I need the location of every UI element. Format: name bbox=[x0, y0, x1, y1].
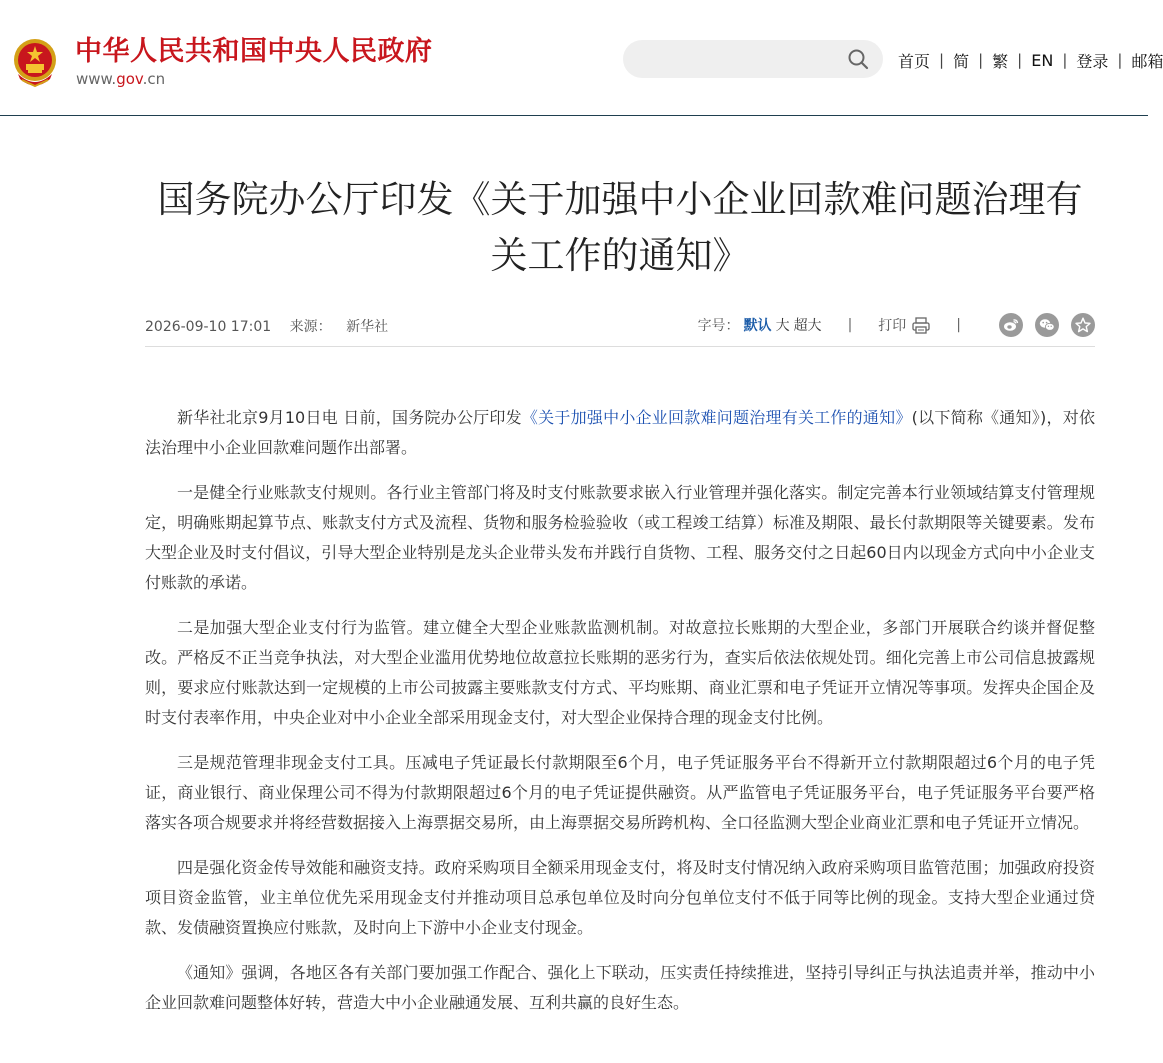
printer-icon bbox=[912, 317, 930, 334]
paragraph: 二是加强大型企业支付行为监管。建立健全大型企业账款监测机制。对故意拉长账期的大型企业，多部门开展联合约谈并督促整改。严格反不正当竞争执法，对大型企业滥用优势地位故意拉长账期的恶劣行为，查实后依法依规处罚。细化完善上市公司信息披露规则，要求应付账款达到一定规模的上市公司披露主要账款支付方式、平均账期、商业汇票和电子凭证开立情况等事项。发挥央企国企及时支付表率作用，中央企业对中小企业全部采用现金支付，对大型企业保持合理的现金支付比例。 bbox=[145, 618, 1095, 727]
print-label: 打印 bbox=[878, 318, 907, 334]
article-tools bbox=[698, 310, 1095, 340]
nav-mail[interactable]: 邮箱 bbox=[1131, 51, 1163, 71]
favorite-icon[interactable] bbox=[1071, 313, 1095, 337]
search-box bbox=[623, 40, 883, 78]
tools-separator: | bbox=[847, 317, 853, 333]
font-size-large[interactable]: 大 bbox=[775, 318, 790, 334]
paragraph-intro bbox=[145, 403, 1095, 463]
wechat-icon[interactable] bbox=[1035, 313, 1059, 337]
paragraph: 《通知》强调，各地区各有关部门要加强工作配合、强化上下联动，压实责任持续推进，坚持引导纠正与执法追责并举，推动中小企业回款难问题整体好转，营造大中小企业融通发展、互利共赢的良好生态。 bbox=[145, 963, 1095, 1012]
nav-english[interactable]: EN bbox=[1031, 50, 1054, 70]
weibo-icon[interactable] bbox=[999, 313, 1023, 337]
nav-login[interactable]: 登录 bbox=[1076, 51, 1109, 71]
site-url[interactable] bbox=[76, 70, 165, 88]
search-icon[interactable] bbox=[847, 48, 869, 70]
nav-simplified[interactable]: 简 bbox=[953, 51, 970, 71]
print-button[interactable] bbox=[878, 315, 930, 335]
publish-datetime: 2026-09-10 17:01 bbox=[145, 319, 272, 335]
source-name: 新华社 bbox=[346, 319, 389, 335]
font-size-default[interactable]: 默认 bbox=[743, 318, 772, 334]
source-label: 来源： bbox=[289, 319, 332, 335]
paragraph-intro-tail: (以下简称《通知》)，对依法治理中小企业回款难问题作出部署。 bbox=[145, 408, 1095, 457]
paragraph: 四是强化资金传导效能和融资支持。政府采购项目全额采用现金支付，将及时支付情况纳入政府采购项目监管范围；加强政府投资项目资金监管，业主单位优先采用现金支付并推动项目总承包单位及时向分包单位支付不低于同等比例的现金。支持大型企业通过贷款、发债融资置换应付账款，及时向上下游中小企业支付现金。 bbox=[145, 858, 1095, 937]
top-nav bbox=[898, 48, 1163, 72]
nav-separator: | bbox=[1062, 51, 1068, 69]
paragraph: 三是规范管理非现金支付工具。压减电子凭证最长付款期限至6个月，电子凭证服务平台不得新开立付款期限超过6个月的电子凭证，商业银行、商业保理公司不得为付款期限超过6个月的电子凭证提供融资。从严监管电子凭证服务平台，电子凭证服务平台要严格落实各项合规要求并将经营数据接入上海票据交易所，由上海票据交易所跨机构、全口径监测大型企业商业汇票和电子凭证开立情况。 bbox=[145, 753, 1095, 832]
font-size-xlarge[interactable]: 超大 bbox=[793, 318, 822, 334]
weibo-glyph-icon bbox=[1003, 318, 1019, 332]
site-url-accent: gov bbox=[116, 70, 143, 88]
font-size-label: 字号： bbox=[697, 318, 740, 334]
star-icon bbox=[1075, 317, 1091, 333]
wechat-glyph-icon bbox=[1039, 318, 1055, 332]
nav-traditional[interactable]: 繁 bbox=[992, 51, 1009, 71]
notice-link[interactable]: 《关于加强中小企业回款难问题治理有关工作的通知》 bbox=[521, 408, 912, 427]
article-info bbox=[145, 316, 402, 338]
nav-separator: | bbox=[978, 51, 984, 69]
nav-separator: | bbox=[1117, 51, 1123, 69]
search-input[interactable] bbox=[639, 40, 843, 80]
site-header bbox=[0, 0, 1163, 116]
nav-separator: | bbox=[939, 51, 945, 69]
nav-separator: | bbox=[1017, 51, 1023, 69]
article-title: 国务院办公厅印发《关于加强中小企业回款难问题治理有关工作的通知》 bbox=[157, 178, 1083, 277]
article-meta bbox=[145, 316, 1095, 347]
article-body bbox=[145, 403, 1095, 1033]
site-name[interactable]: 中华人民共和国中央人民政府 bbox=[75, 36, 433, 67]
nav-home[interactable]: 首页 bbox=[898, 51, 931, 71]
tools-separator: | bbox=[956, 317, 961, 333]
paragraph-intro-lead: 新华社北京9月10日电 日前，国务院办公厅印发 bbox=[177, 408, 522, 427]
national-emblem-icon[interactable] bbox=[10, 36, 60, 88]
site-url-suffix: .cn bbox=[142, 70, 166, 88]
site-url-prefix: www. bbox=[76, 70, 117, 88]
paragraph: 一是健全行业账款支付规则。各行业主管部门将及时支付账款要求嵌入行业管理并强化落实。制定完善本行业领域结算支付管理规定，明确账期起算节点、账款支付方式及流程、货物和服务检验验收（或工程竣工结算）标准及期限、最长付款期限等关键要素。发布大型企业及时支付倡议，引导大型企业特别是龙头企业带头发布并践行自货物、工程、服务交付之日起60日内以现金方式向中小企业支付账款的承诺。 bbox=[145, 483, 1095, 592]
